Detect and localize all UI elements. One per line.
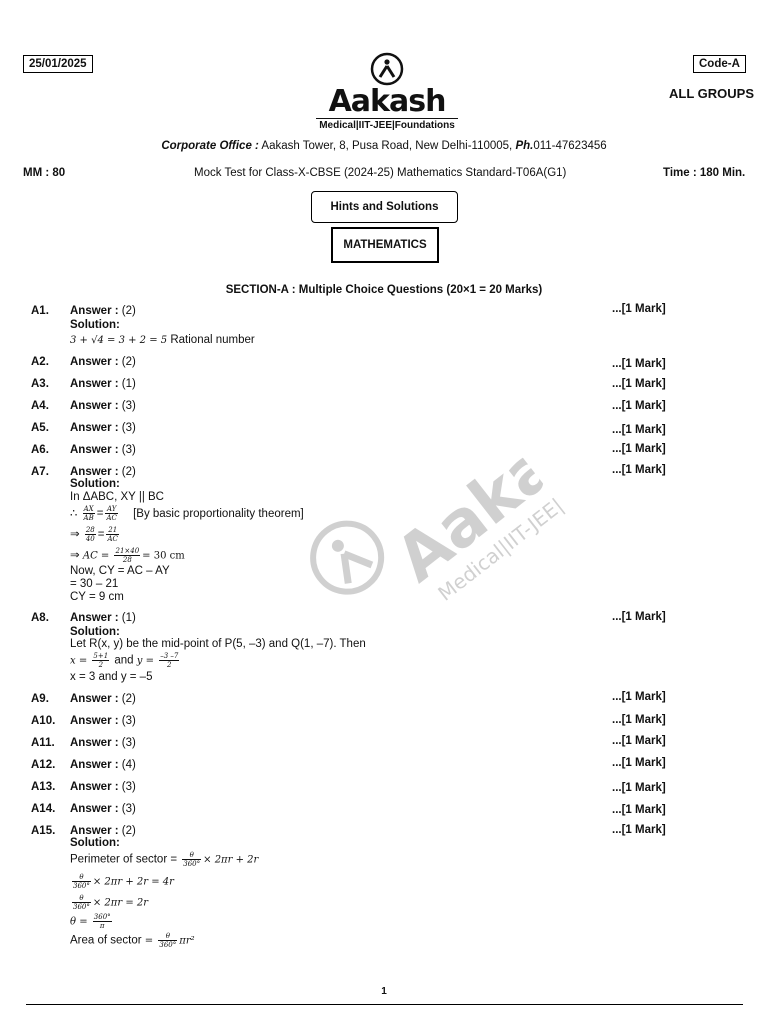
answer-label: Answer : [70, 803, 119, 815]
mark-label: ...[1 Mark] [612, 824, 666, 836]
perimeter-label: Perimeter of sector = [70, 853, 178, 866]
answer-label: Answer : [70, 466, 119, 478]
answer-line [70, 737, 136, 749]
fraction [72, 894, 91, 911]
code-box: Code-A [693, 55, 746, 73]
question-number: A9. [31, 693, 49, 705]
a8-line3: x = 3 and y = –5 [70, 671, 153, 683]
a7-reason: [By basic proportionality theorem] [133, 507, 304, 520]
mark-label: ...[1 Mark] [612, 804, 666, 816]
perimeter-rhs: × 2πr + 2r [203, 854, 259, 866]
a15-line2 [70, 873, 174, 890]
max-marks: MM : 80 [23, 167, 66, 179]
answer-label: Answer : [70, 378, 119, 390]
answer-line [70, 759, 136, 771]
answer-value: (4) [121, 759, 136, 771]
answer-label: Answer : [70, 781, 119, 793]
answer-line [70, 378, 136, 390]
solution-label: Solution: [70, 837, 120, 849]
answer-line [70, 422, 136, 434]
answer-line [70, 400, 136, 412]
answer-value: (3) [121, 400, 136, 412]
answer-line [70, 444, 136, 456]
answer-label: Answer : [70, 400, 119, 412]
answer-value: (2) [121, 466, 136, 478]
fraction [158, 932, 177, 949]
date-box: 25/01/2025 [23, 55, 93, 73]
denominator: AB [83, 514, 94, 522]
answer-value: (2) [121, 825, 136, 837]
page-number: 1 [381, 986, 387, 997]
answer-label: Answer : [70, 715, 119, 727]
a8-line1: Let R(x, y) be the mid-point of P(5, –3) and Q(1, –7). Then [70, 638, 366, 650]
answer-line [70, 825, 136, 837]
ac-rhs: = 30 cm [142, 550, 185, 562]
office-label: Corporate Office : [161, 140, 259, 152]
answer-value: (2) [121, 305, 136, 317]
logo-subtitle: Medical|IIT-JEE|Foundations [316, 118, 458, 131]
answer-label: Answer : [70, 825, 119, 837]
fraction [159, 652, 179, 669]
answer-label: Answer : [70, 612, 119, 624]
denominator: π [99, 922, 105, 930]
fraction [182, 851, 201, 868]
denominator: 360° [183, 860, 201, 868]
numerator: –3 –7 [160, 652, 179, 660]
fraction [93, 913, 112, 930]
question-number: A6. [31, 444, 49, 456]
mark-label: ...[1 Mark] [612, 691, 666, 703]
numerator: 5+1 [93, 652, 109, 660]
a15-line3-rhs: × 2πr = 2r [92, 897, 149, 909]
fraction [85, 526, 96, 543]
answer-value: (3) [121, 444, 136, 456]
mark-label: ...[1 Mark] [612, 424, 666, 436]
section-heading: SECTION-A : Multiple Choice Questions (20×1 = 20 Marks) [225, 284, 543, 296]
watermark-logo-icon [266, 391, 594, 709]
numerator: θ [72, 894, 91, 903]
numerator: 28 [85, 526, 95, 534]
answer-value: (3) [121, 715, 136, 727]
answer-value: (3) [121, 422, 136, 434]
answer-label: Answer : [70, 737, 119, 749]
fraction [83, 505, 95, 522]
implies-symbol: ⇒ [70, 528, 80, 541]
mark-label: ...[1 Mark] [612, 303, 666, 315]
area-rhs: πr² [179, 935, 195, 947]
answer-value: (3) [121, 781, 136, 793]
a8-line2 [70, 652, 181, 669]
ac-lhs: AC = [82, 550, 110, 562]
logo-emblem-icon [369, 52, 405, 86]
question-number: A15. [31, 825, 56, 837]
y-lhs: y = [136, 655, 154, 667]
mark-label: ...[1 Mark] [612, 714, 666, 726]
area-label: Area of sector [70, 934, 142, 947]
fraction [105, 505, 117, 522]
a1-expression: 3 + √4 = 3 + 2 = 5 [70, 335, 168, 346]
mark-label: ...[1 Mark] [612, 611, 666, 623]
area-eq: = [144, 935, 154, 947]
fraction [106, 526, 118, 543]
answer-value: (1) [121, 612, 136, 624]
numerator: θ [158, 932, 177, 941]
numerator: AY [106, 505, 117, 513]
answer-label: Answer : [70, 422, 119, 434]
answer-line [70, 803, 136, 815]
denominator: 2 [167, 661, 172, 669]
groups-label: ALL GROUPS [669, 86, 754, 101]
a7-line5: Now, CY = AC – AY [70, 565, 170, 577]
numerator: 360° [93, 913, 111, 921]
question-number: A10. [31, 715, 56, 727]
answer-label: Answer : [70, 444, 119, 456]
answer-value: (2) [121, 356, 136, 368]
solution-label: Solution: [70, 478, 120, 490]
question-number: A5. [31, 422, 49, 434]
mark-label: ...[1 Mark] [612, 464, 666, 476]
question-number: A2. [31, 356, 49, 368]
a7-line2: ∴ $\frac{AX}{AB}$ = $\frac{AY}{AC}$ [By basic proportionality theorem] [70, 505, 304, 522]
a15-line1 [70, 851, 258, 868]
mark-label: ...[1 Mark] [612, 378, 666, 390]
answer-label: Answer : [70, 693, 119, 705]
time-label: Time : 180 Min. [663, 167, 746, 179]
office-address: Aakash Tower, 8, Pusa Road, New Delhi-110005, [258, 140, 516, 152]
answer-label: Answer : [70, 305, 119, 317]
subject-box: MATHEMATICS [331, 227, 439, 263]
denominator: 2 [98, 661, 104, 669]
answer-value: (3) [121, 803, 136, 815]
denominator: 360° [73, 903, 90, 911]
answer-value: (2) [121, 693, 136, 705]
question-number: A13. [31, 781, 56, 793]
denominator: AC [107, 535, 118, 543]
theta-lhs: θ = [70, 916, 88, 928]
a7-line7: CY = 9 cm [70, 591, 124, 603]
mark-label: ...[1 Mark] [612, 782, 666, 794]
phone-number: 011-47623456 [533, 140, 607, 152]
answer-line [70, 466, 136, 478]
fraction [92, 652, 109, 669]
numerator: AX [83, 505, 94, 513]
question-number: A1. [31, 305, 49, 317]
a15-line4 [70, 913, 114, 930]
denominator: 40 [85, 535, 95, 543]
answer-line [70, 715, 136, 727]
numerator: 21×40 [115, 547, 140, 555]
watermark-sub: Medical|IIT-JEE|Foundations [433, 418, 595, 606]
implies-symbol: ⇒ [70, 549, 80, 562]
answer-line [70, 612, 136, 624]
answer-value: (3) [121, 737, 136, 749]
mark-label: ...[1 Mark] [612, 443, 666, 455]
corporate-office [0, 140, 768, 152]
numerator: θ [72, 873, 91, 882]
denominator: 360° [159, 941, 177, 949]
mark-label: ...[1 Mark] [612, 757, 666, 769]
and-word: and [114, 654, 134, 667]
therefore-symbol: ∴ [70, 507, 78, 520]
answer-value: (1) [121, 378, 136, 390]
question-number: A3. [31, 378, 49, 390]
solution-label: Solution: [70, 319, 120, 331]
answer-label: Answer : [70, 759, 119, 771]
numerator: θ [182, 851, 201, 860]
a1-text: Rational number [170, 334, 255, 346]
a7-line6: = 30 – 21 [70, 578, 119, 590]
mark-label: ...[1 Mark] [612, 735, 666, 747]
fraction [114, 547, 140, 564]
question-number: A12. [31, 759, 56, 771]
question-number: A8. [31, 612, 49, 624]
answer-line [70, 693, 136, 705]
aakash-logo [312, 52, 462, 131]
question-number: A4. [31, 400, 49, 412]
mark-label: ...[1 Mark] [612, 358, 666, 370]
a7-line3: ⇒ $\frac{28}{40}$ = $\frac{21}{AC}$ [70, 526, 118, 543]
answer-line [70, 305, 136, 317]
a15-line3 [70, 894, 148, 911]
test-title: Mock Test for Class-X-CBSE (2024-25) Mathematics Standard-T06A(G1) [194, 167, 567, 179]
answer-line [70, 356, 136, 368]
solution-label: Solution: [70, 626, 120, 638]
answer-label: Answer : [70, 356, 119, 368]
logo-wordmark: Aakash [328, 84, 446, 119]
answer-line [70, 781, 136, 793]
phone-label: Ph. [515, 140, 534, 152]
numerator: 21 [108, 526, 118, 534]
denominator: AC [106, 514, 117, 522]
question-number: A7. [31, 466, 49, 478]
aakash-watermark [266, 391, 594, 709]
x-lhs: x = [70, 655, 88, 667]
mark-label: ...[1 Mark] [612, 400, 666, 412]
fraction [72, 873, 91, 890]
a15-line5 [70, 932, 195, 949]
question-number: A11. [31, 737, 55, 749]
denominator: 360° [73, 882, 90, 890]
a7-line4 [70, 547, 185, 564]
question-number: A14. [31, 803, 56, 815]
denominator: 28 [122, 556, 132, 564]
watermark-text: Aakash [382, 391, 595, 597]
a7-line1: In ΔABC, XY || BC [70, 491, 164, 503]
a1-solution [70, 334, 255, 346]
hints-box: Hints and Solutions [311, 191, 458, 223]
a15-line2-rhs: × 2πr + 2r = 4r [92, 876, 174, 888]
footer-rule [26, 1004, 743, 1005]
